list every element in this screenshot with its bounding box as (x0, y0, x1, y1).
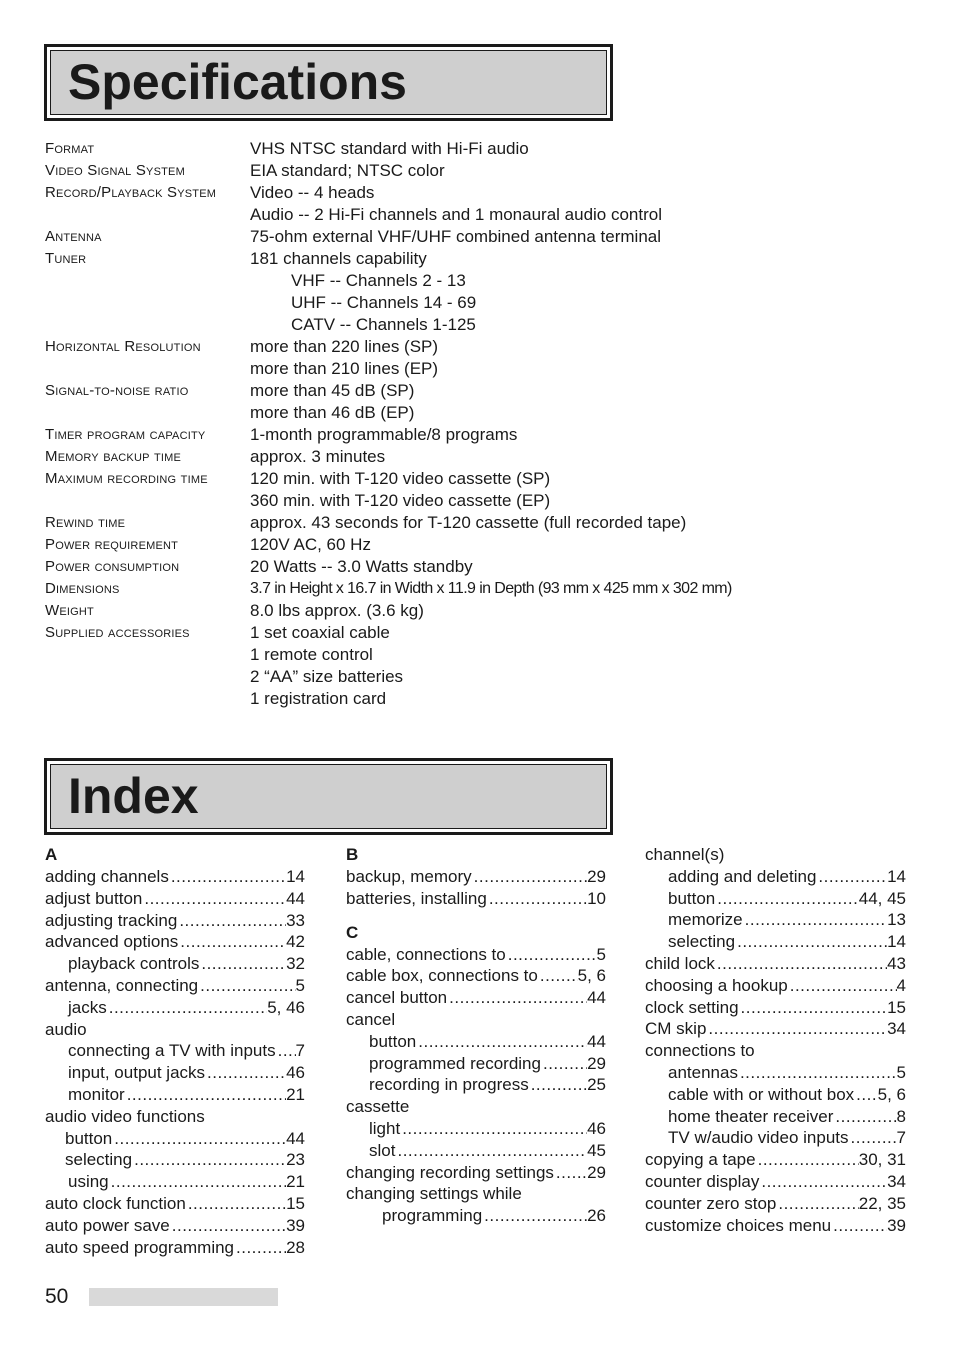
index-entry (645, 1149, 906, 1171)
spec-label: Timer program capacity (45, 426, 206, 443)
spec-value: approx. 3 minutes (250, 447, 386, 466)
index-term: programming (382, 1206, 483, 1226)
dot-leader (756, 1149, 859, 1171)
dot-leader (715, 953, 887, 975)
dot-leader (169, 866, 286, 888)
index-term: child lock (645, 953, 715, 973)
index-entry (45, 997, 305, 1019)
index-page-ref: 39 (286, 1215, 305, 1235)
spec-row-record-playback-system (45, 182, 925, 226)
dot-leader (833, 1106, 896, 1128)
index-page-ref: 21 (286, 1084, 305, 1104)
index-page-ref: 28 (286, 1237, 305, 1257)
spec-label: Antenna (45, 228, 102, 245)
spec-row-tuner (45, 248, 925, 336)
index-term: button (369, 1031, 417, 1051)
spec-row-supplied-accessories (45, 622, 925, 710)
index-page-ref: 7 (896, 1128, 906, 1148)
index-page-ref: 5, 46 (267, 997, 305, 1017)
spec-value: 120V AC, 60 Hz (250, 535, 371, 554)
index-term: counter display (645, 1171, 760, 1191)
index-entry (645, 844, 906, 866)
dot-leader (743, 909, 887, 931)
index-page-ref: 21 (286, 1172, 305, 1192)
index-page-ref: 22, 35 (858, 1193, 906, 1213)
index-entry (346, 1031, 606, 1053)
index-page-ref: 44 (587, 1031, 606, 1051)
dot-leader (109, 1171, 286, 1193)
spec-label: Maximum recording time (45, 470, 208, 487)
dot-leader (416, 1031, 587, 1053)
index-entry (645, 888, 906, 910)
index-entry (45, 888, 305, 910)
dot-leader (776, 1193, 858, 1215)
index-entry (45, 1084, 305, 1106)
dot-leader (554, 1162, 587, 1184)
dot-leader (186, 1193, 286, 1215)
index-page-ref: 10 (587, 888, 606, 908)
index-term: selecting (65, 1150, 133, 1170)
spec-value: VHS NTSC standard with Hi-Fi audio (250, 139, 529, 158)
index-entry (645, 1018, 906, 1040)
index-page-ref: 13 (887, 910, 906, 930)
spec-value: more than 210 lines (EP) (250, 359, 439, 378)
dot-leader (538, 965, 578, 987)
index-letter-heading: B (346, 845, 359, 864)
index-entry (45, 1019, 305, 1041)
index-entry (45, 1193, 305, 1215)
dot-leader (112, 1128, 286, 1150)
index-column-2 (346, 844, 606, 1227)
index-term: clock setting (645, 997, 739, 1017)
index-page-ref: 33 (286, 910, 305, 930)
dot-leader (205, 1062, 286, 1084)
spec-value: 360 min. with T-120 video cassette (EP) (250, 491, 551, 510)
dot-leader (125, 1084, 286, 1106)
index-page-ref: 15 (286, 1193, 305, 1213)
spec-value: more than 45 dB (SP) (250, 381, 415, 400)
index-term: programmed recording (369, 1053, 541, 1073)
dot-leader (529, 1074, 587, 1096)
index-entry (346, 1118, 606, 1140)
spec-row-rewind-time (45, 512, 925, 534)
dot-leader (715, 888, 858, 910)
dot-leader (738, 1062, 897, 1084)
index-term: slot (369, 1140, 396, 1160)
spec-label: Supplied accessories (45, 624, 190, 641)
index-term: customize choices menu (645, 1215, 832, 1235)
index-entry (346, 1009, 606, 1031)
index-page-ref: 44 (286, 888, 305, 908)
specifications-table (45, 138, 925, 710)
index-page-ref: 44 (286, 1128, 305, 1148)
spec-value: 1 registration card (250, 689, 387, 708)
index-page-ref: 5 (295, 975, 305, 995)
dot-leader (132, 1149, 286, 1171)
index-page-ref: 39 (887, 1215, 906, 1235)
index-entry (45, 953, 305, 975)
spec-value: more than 220 lines (SP) (250, 337, 439, 356)
index-page-ref: 32 (286, 954, 305, 974)
index-entry (45, 1106, 305, 1128)
index-entry (346, 944, 606, 966)
index-entry (346, 1140, 606, 1162)
dot-leader (541, 1053, 587, 1075)
spec-value: more than 46 dB (EP) (250, 403, 415, 422)
index-term: channel(s) (645, 845, 725, 864)
dot-leader (142, 888, 286, 910)
index-term: cable, connections to (346, 944, 506, 964)
dot-leader (849, 1127, 897, 1149)
index-page-ref: 15 (887, 997, 906, 1017)
index-page-ref: 29 (587, 1162, 606, 1182)
dot-leader (472, 866, 587, 888)
index-term: connecting a TV with inputs (68, 1041, 276, 1061)
spec-row-horizontal-resolution (45, 336, 925, 380)
index-term: jacks (68, 997, 107, 1017)
index-page-ref: 43 (887, 953, 906, 973)
dot-leader (107, 997, 267, 1019)
spec-value: 120 min. with T-120 video cassette (SP) (250, 469, 551, 488)
spec-value: UHF -- Channels 14 - 69 (291, 293, 477, 312)
index-page-ref: 34 (887, 1171, 906, 1191)
index-term: using (68, 1172, 109, 1192)
index-term: cable box, connections to (346, 966, 538, 986)
index-term: button (65, 1128, 113, 1148)
dot-leader (487, 888, 587, 910)
index-page-ref: 5, 6 (577, 966, 606, 986)
index-title-box (44, 758, 613, 835)
dot-leader (854, 1084, 877, 1106)
index-entry (45, 910, 305, 932)
index-entry (346, 1162, 606, 1184)
dot-leader (447, 987, 587, 1009)
index-page-ref: 7 (295, 1041, 305, 1061)
spec-label: Horizontal Resolution (45, 338, 201, 355)
index-entry (346, 888, 606, 910)
index-entry (45, 931, 305, 953)
index-term: copying a tape (645, 1150, 756, 1170)
index-entry (645, 1084, 906, 1106)
index-page-ref: 29 (587, 1053, 606, 1073)
index-entry (645, 975, 906, 997)
index-entry (645, 1106, 906, 1128)
dot-leader (788, 975, 897, 997)
dot-leader (706, 1018, 887, 1040)
index-term: changing settings while (346, 1184, 522, 1204)
dot-leader (395, 1140, 587, 1162)
index-page-ref: 14 (887, 932, 906, 952)
dot-leader (234, 1237, 286, 1259)
index-entry (346, 866, 606, 888)
spec-value: 8.0 lbs approx. (3.6 kg) (250, 601, 424, 620)
dot-leader (400, 1118, 587, 1140)
index-entry (645, 1215, 906, 1237)
index-entry (645, 866, 906, 888)
spec-row-power-consumption (45, 556, 925, 578)
spec-row-antenna (45, 226, 925, 248)
dot-leader (735, 931, 887, 953)
index-page-ref: 44, 45 (858, 888, 906, 908)
spec-row-video-signal-system (45, 160, 925, 182)
index-entry (45, 1237, 305, 1259)
index-term: playback controls (68, 954, 200, 974)
spec-label: Video Signal System (45, 162, 185, 179)
index-entry (346, 1096, 606, 1118)
spec-label: Power requirement (45, 536, 179, 553)
specifications-title-box (44, 44, 613, 121)
index-entry (645, 1062, 906, 1084)
index-page-ref: 29 (587, 867, 606, 886)
index-page-ref: 5 (896, 1062, 906, 1082)
index-term: adding and deleting (668, 866, 817, 886)
index-term: batteries, installing (346, 888, 487, 908)
index-column-3 (645, 844, 906, 1236)
dot-leader (831, 1215, 887, 1237)
index-entry (645, 953, 906, 975)
spec-value: 1-month programmable/8 programs (250, 425, 518, 444)
spec-value: VHF -- Channels 2 - 13 (291, 271, 466, 290)
index-letter-heading: C (346, 922, 359, 942)
spec-value: 20 Watts -- 3.0 Watts standby (250, 557, 473, 576)
index-heading: Index (50, 764, 607, 829)
index-page-ref: 45 (587, 1140, 606, 1160)
index-entry (45, 1128, 305, 1150)
index-page-ref: 4 (896, 975, 906, 995)
dot-leader (739, 997, 888, 1019)
index-entry (645, 1193, 906, 1215)
spec-row-memory-backup-time (45, 446, 925, 468)
index-entry (346, 1205, 606, 1227)
index-term: auto power save (45, 1215, 170, 1235)
index-term: auto clock function (45, 1193, 186, 1213)
index-entry (45, 1040, 305, 1062)
spec-label: Tuner (45, 250, 87, 267)
spec-label: Format (45, 140, 95, 157)
index-entry (645, 1171, 906, 1193)
spec-value: 1 set coaxial cable (250, 623, 390, 642)
spec-row-dimensions (45, 578, 925, 600)
spec-label: Dimensions (45, 580, 120, 597)
dot-leader (506, 944, 597, 966)
index-term: adjusting tracking (45, 910, 178, 930)
spec-row-timer-program-capacity (45, 424, 925, 446)
index-term: connections to (645, 1041, 755, 1061)
index-column-1 (45, 844, 305, 1258)
spec-value: Audio -- 2 Hi-Fi channels and 1 monaural audio control (250, 205, 663, 224)
spec-label: Rewind time (45, 514, 126, 531)
index-entry (346, 1053, 606, 1075)
index-page-ref: 44 (587, 988, 606, 1008)
index-entry (45, 866, 305, 888)
spec-value: 3.7 in Height x 16.7 in Width x 11.9 in Depth (93 mm x 425 mm x 302 mm) (250, 580, 732, 597)
index-entry (45, 1062, 305, 1084)
dot-leader (178, 931, 286, 953)
index-entry (645, 1127, 906, 1149)
index-term: home theater receiver (668, 1106, 834, 1126)
specifications-heading: Specifications (50, 50, 607, 115)
index-page-ref: 34 (887, 1019, 906, 1039)
index-page-ref: 8 (896, 1106, 906, 1126)
index-entry (346, 965, 606, 987)
index-term: TV w/audio video inputs (668, 1128, 849, 1148)
index-term: recording in progress (369, 1075, 529, 1095)
index-page-ref: 46 (587, 1118, 606, 1138)
index-term: choosing a hookup (645, 975, 788, 995)
index-term: light (369, 1118, 401, 1138)
index-term: backup, memory (346, 867, 472, 886)
index-term: audio video functions (45, 1106, 205, 1126)
index-entry (45, 1149, 305, 1171)
spec-label: Signal-to-noise ratio (45, 382, 189, 399)
index-term: antennas (668, 1062, 738, 1082)
spec-value: approx. 43 seconds for T-120 cassette (full recorded tape) (250, 513, 687, 532)
spec-row-signal-to-noise (45, 380, 925, 424)
index-term: monitor (68, 1084, 125, 1104)
index-term: cable with or without box (668, 1084, 855, 1104)
spec-value: 1 remote control (250, 645, 373, 664)
spec-row-power-requirement (45, 534, 925, 556)
index-term: counter zero stop (645, 1193, 777, 1213)
index-term: selecting (668, 932, 736, 952)
index-entry (45, 975, 305, 997)
index-page-ref: 14 (286, 867, 305, 886)
spec-row-weight (45, 600, 925, 622)
index-page-ref: 5 (596, 944, 606, 964)
spec-value: EIA standard; NTSC color (250, 161, 445, 180)
dot-leader (816, 866, 887, 888)
spec-value: 181 channels capability (250, 249, 427, 268)
index-entry (45, 1171, 305, 1193)
index-entry (346, 1074, 606, 1096)
index-entry (645, 931, 906, 953)
spec-label: Weight (45, 602, 94, 619)
index-term: memorize (668, 910, 743, 930)
index-page-ref: 46 (286, 1063, 305, 1083)
index-term: adjust button (45, 888, 143, 908)
index-page-ref: 25 (587, 1075, 606, 1095)
index-term: cancel (346, 1009, 396, 1029)
spec-value: Video -- 4 heads (250, 183, 375, 202)
dot-leader (276, 1040, 296, 1062)
index-term: CM skip (645, 1019, 707, 1039)
index-page-ref: 30, 31 (858, 1150, 906, 1170)
index-term: cancel button (346, 988, 448, 1008)
index-term: cassette (346, 1097, 410, 1117)
index-term: input, output jacks (68, 1063, 206, 1083)
dot-leader (482, 1205, 587, 1227)
dot-leader (177, 910, 286, 932)
index-term: changing recording settings (346, 1162, 554, 1182)
spec-row-format (45, 138, 925, 160)
spec-value: 2 “AA” size batteries (250, 667, 404, 686)
page-footer-bar (89, 1288, 278, 1306)
dot-leader (199, 953, 286, 975)
index-page-ref: 23 (286, 1150, 305, 1170)
index-entry (645, 1040, 906, 1062)
index-page-ref: 26 (587, 1206, 606, 1226)
dot-leader (170, 1215, 286, 1237)
index-entry (45, 1215, 305, 1237)
index-page-ref: 42 (286, 932, 305, 952)
index-term: auto speed programming (45, 1237, 235, 1257)
spec-label: Memory backup time (45, 448, 182, 465)
spec-row-maximum-recording-time (45, 468, 925, 512)
index-entry (346, 987, 606, 1009)
index-entry (645, 909, 906, 931)
index-letter-heading: A (45, 845, 58, 864)
index-term: button (668, 888, 716, 908)
spec-value: 75-ohm external VHF/UHF combined antenna terminal (250, 227, 662, 246)
index-page-ref: 5, 6 (877, 1084, 906, 1104)
index-page-ref: 14 (887, 866, 906, 886)
index-entry (346, 1183, 606, 1205)
spec-value: CATV -- Channels 1-125 (291, 315, 476, 334)
dot-leader (198, 975, 295, 997)
index-term: audio (45, 1019, 87, 1039)
spec-label: Record/Playback System (45, 184, 217, 201)
index-term: advanced options (45, 932, 179, 952)
index-term: adding channels (45, 867, 169, 886)
dot-leader (759, 1171, 887, 1193)
index-term: antenna, connecting (45, 975, 199, 995)
spec-label: Power consumption (45, 558, 180, 575)
index-entry (645, 997, 906, 1019)
page-number: 50 (45, 1285, 69, 1308)
